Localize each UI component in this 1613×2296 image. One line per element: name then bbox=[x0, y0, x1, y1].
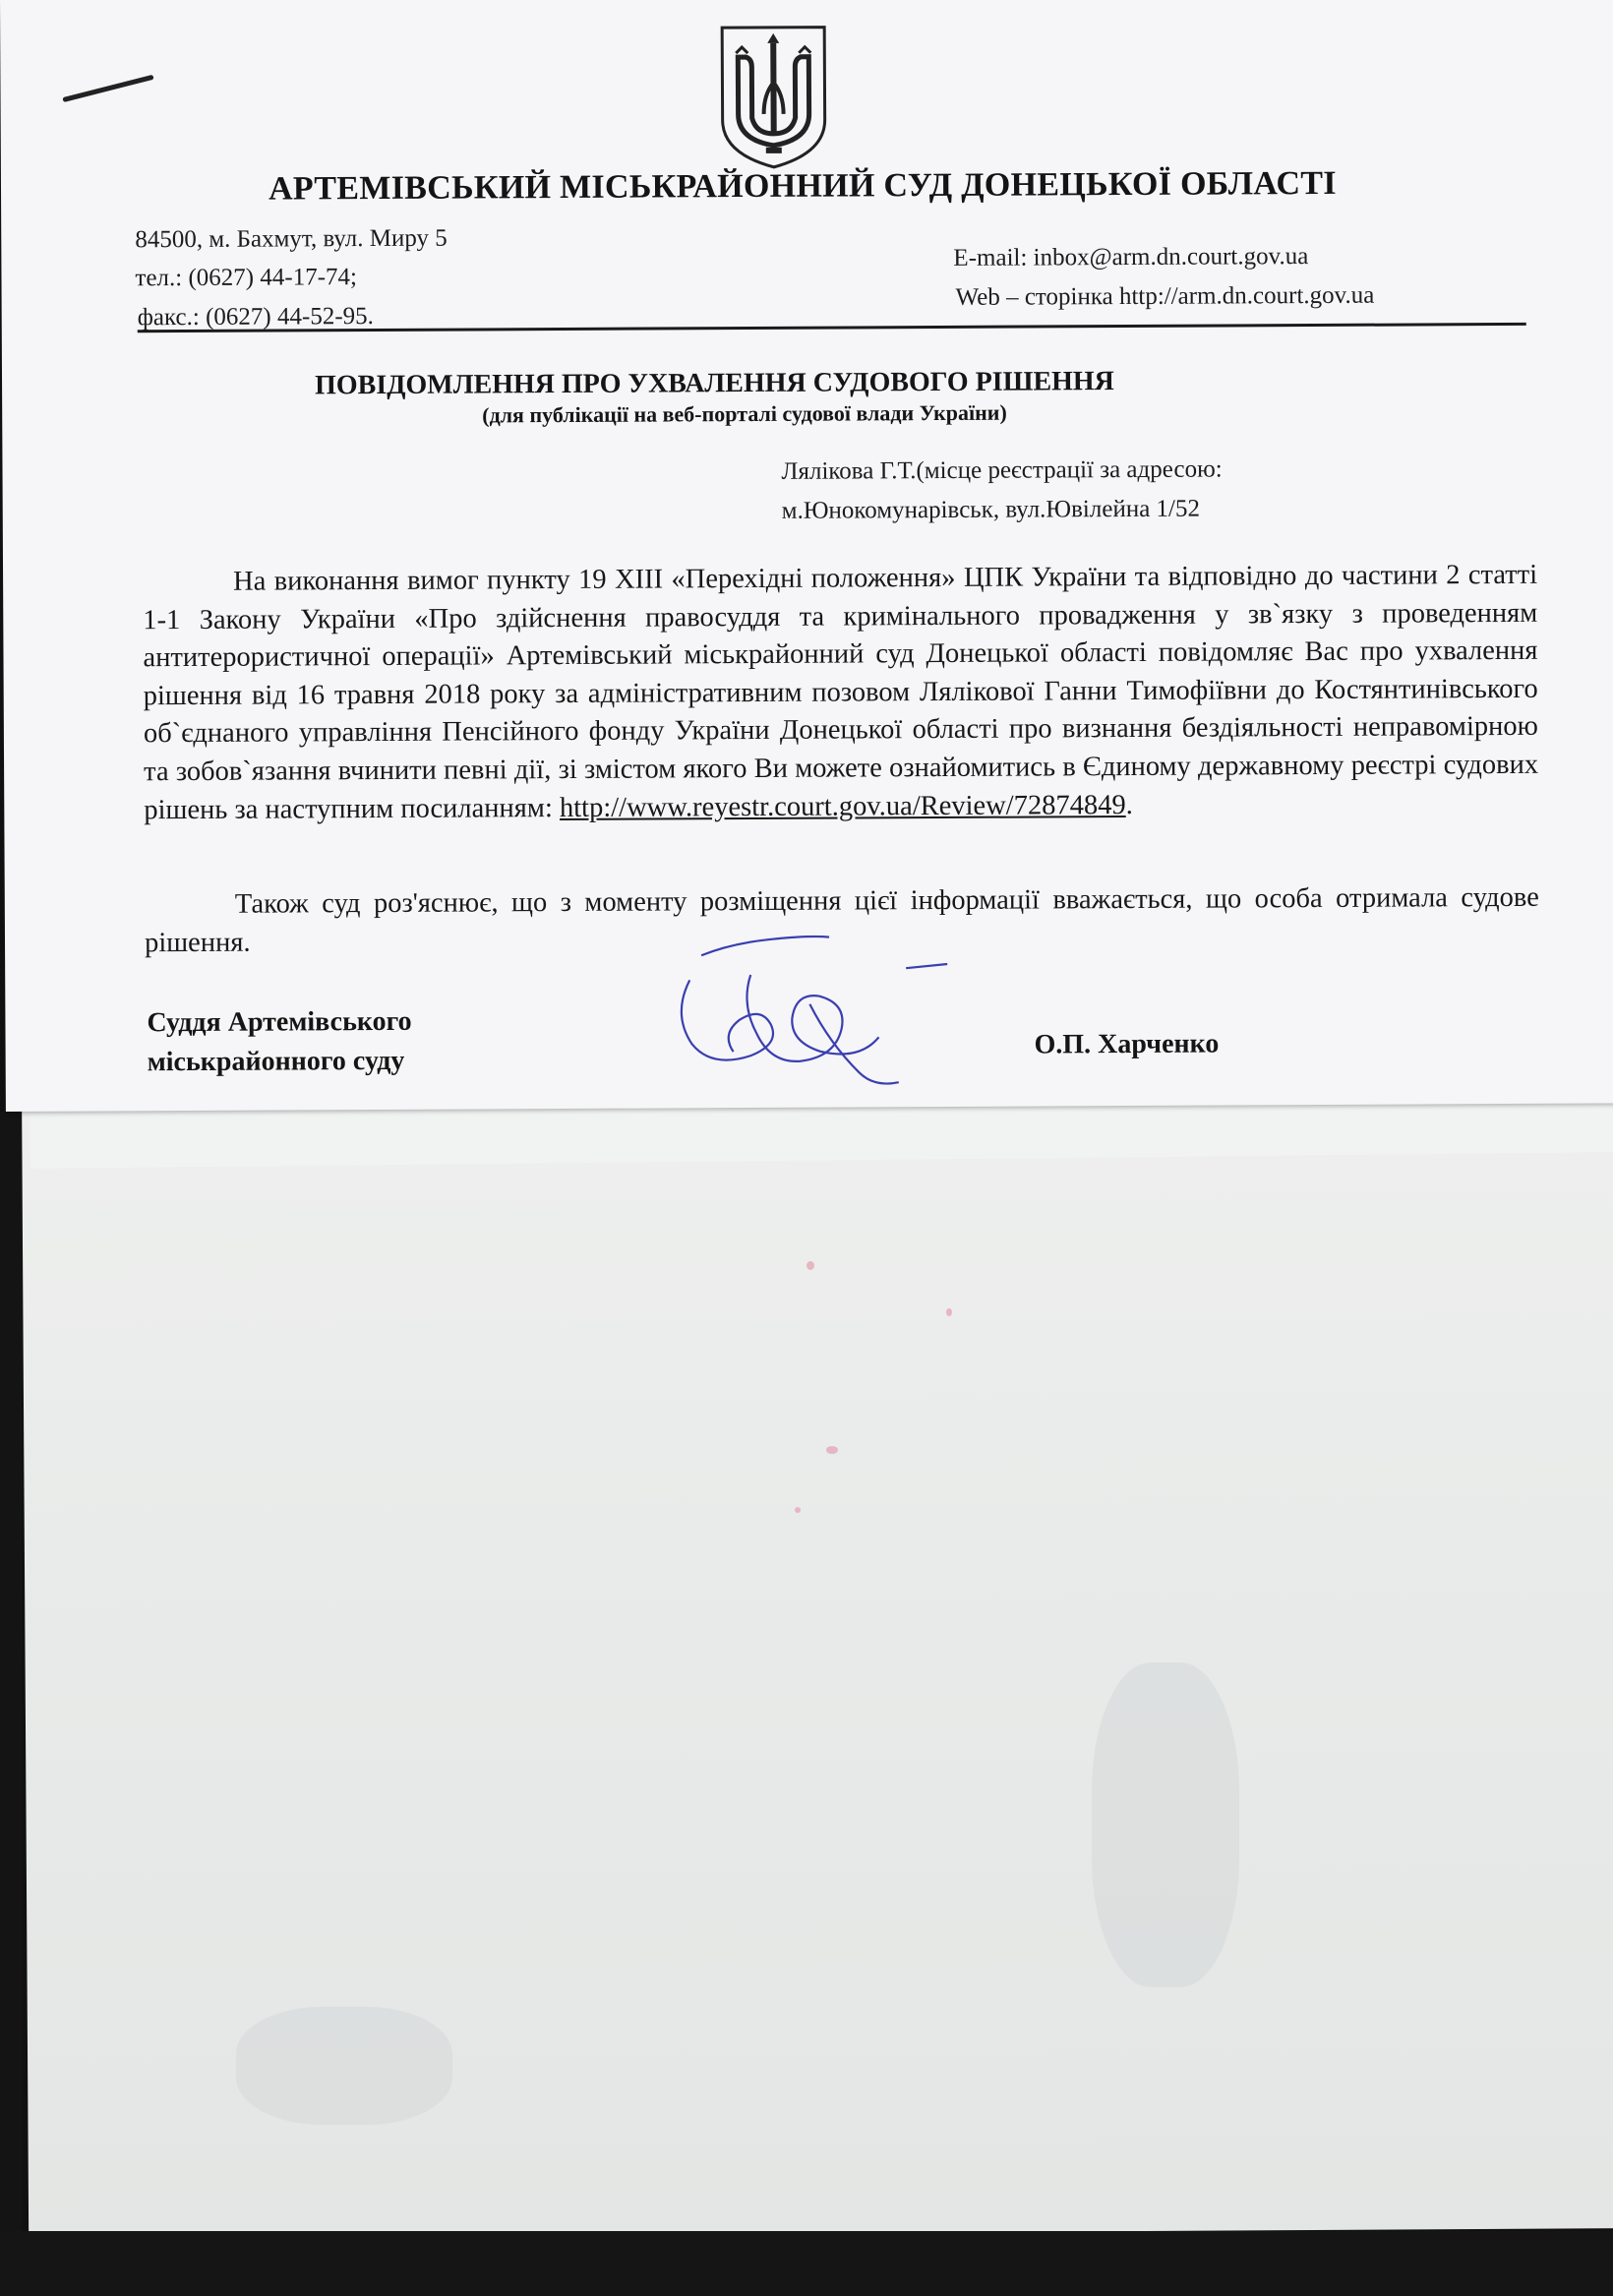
handwritten-signature bbox=[662, 935, 958, 1094]
court-name: АРТЕМІВСЬКИЙ МІСЬКРАЙОННИЙ СУД ДОНЕЦЬКОЇ ОБЛАСТІ bbox=[268, 164, 1337, 208]
court-website: Web – сторінка http://arm.dn.court.gov.ua bbox=[955, 281, 1375, 311]
paper-smudge bbox=[1092, 1662, 1239, 1987]
ink-speck bbox=[795, 1507, 801, 1513]
scan-background-left bbox=[0, 1112, 22, 2296]
judge-title-line-1: Суддя Артемівського bbox=[147, 1005, 412, 1039]
court-notice-sheet bbox=[0, 0, 1613, 1112]
notice-body-paragraph-2: Також суд роз'яснює, що з моменту розміщення цієї інформації вважається, що особа отримала судове рішення. bbox=[144, 881, 1539, 958]
ink-speck bbox=[806, 1261, 814, 1270]
court-email: E-mail: inbox@arm.dn.court.gov.ua bbox=[953, 243, 1309, 272]
recipient-line-2: м.Юнокомунарівськ, вул.Ювілейна 1/52 bbox=[781, 495, 1201, 524]
notice-subtitle: (для публікації на веб-порталі судової влади України) bbox=[482, 399, 1007, 428]
notice-title: ПОВІДОМЛЕННЯ ПРО УХВАЛЕННЯ СУДОВОГО РІШЕННЯ bbox=[314, 366, 1114, 401]
recipient-line-1: Лялікова Г.Т.(місце реєстрації за адресою: bbox=[781, 455, 1223, 485]
link-suffix: . bbox=[1125, 789, 1133, 820]
judge-title-line-2: міськрайонного суду bbox=[147, 1045, 405, 1078]
trident-coat-of-arms-icon bbox=[716, 24, 831, 172]
ink-speck bbox=[946, 1308, 952, 1316]
judge-name: О.П. Харченко bbox=[1034, 1028, 1220, 1060]
judge-title bbox=[147, 1002, 412, 1082]
paper-smudge bbox=[236, 2007, 452, 2125]
ink-speck bbox=[826, 1446, 838, 1454]
court-fax: факс.: (0627) 44-52-95. bbox=[137, 303, 374, 332]
registry-link[interactable]: http://www.reyestr.court.gov.ua/Review/72874849 bbox=[559, 789, 1126, 823]
pen-mark bbox=[62, 75, 153, 102]
court-address: 84500, м. Бахмут, вул. Миру 5 bbox=[135, 224, 448, 254]
paragraph-1-text: На виконання вимог пункту 19 ХІІІ «Перехідні положення» ЦПК України та відповідно до частини 2 статті 1-1 Закону України «Про здійснення правосуддя та кримінального провадження у зв`язку з проведенням антитерористичної операції» Артемівський міськрайонний суд Донецької області повідомляє Вас про ухвалення рішення від 16 травня 2018 року за адміністративним позовом Лялікової Ганни Тимофіївни до Костянтинівського об`єднаного управління Пенсійного фонду України Донецької області про визнання бездіяльності неправомірною та зобов`язання вчинити певні дії, зі змістом якого Ви можете ознайомитись в Єдиному державному реєстрі судових рішень за наступним посиланням: bbox=[143, 559, 1539, 825]
court-phone: тел.: (0627) 44-17-74; bbox=[135, 264, 358, 292]
notice-body-paragraph-1 bbox=[143, 557, 1538, 830]
scan-background-bottom bbox=[0, 2231, 1613, 2296]
